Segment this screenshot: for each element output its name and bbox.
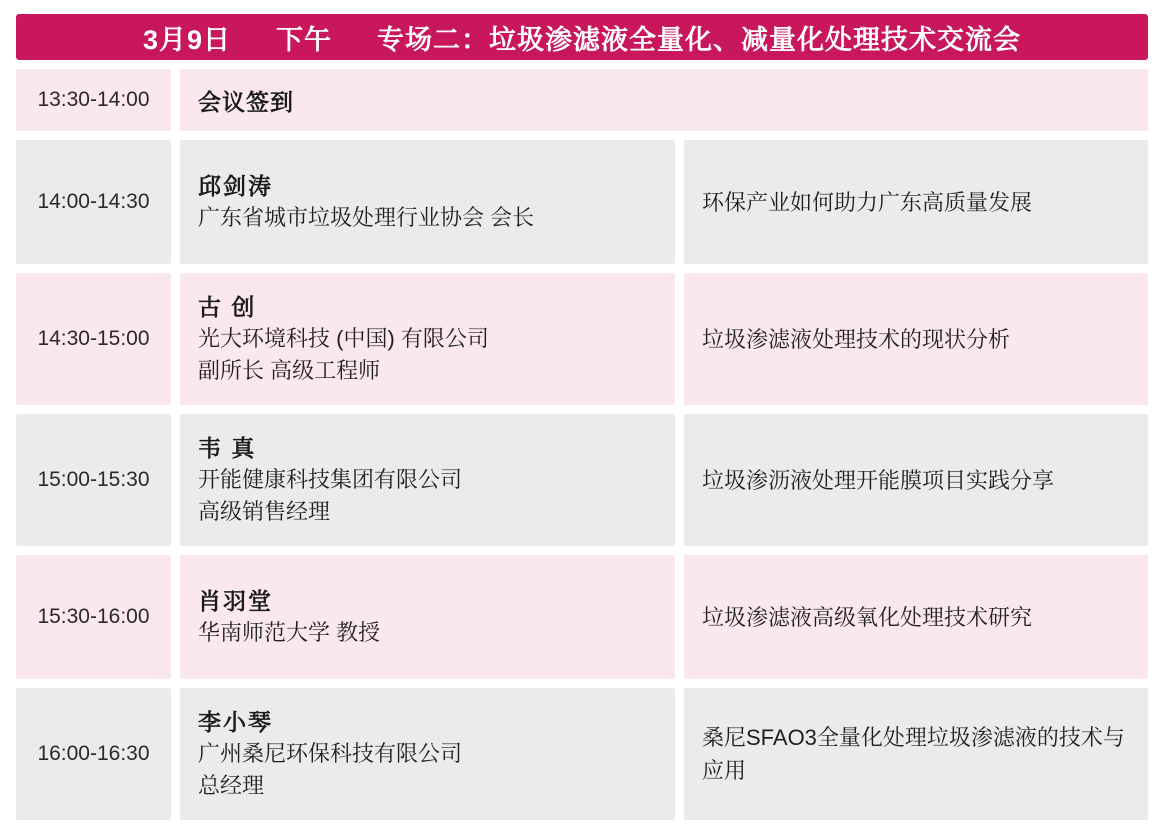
speaker-role: 高级销售经理: [198, 498, 331, 524]
row-time: 14:30-15:00: [16, 273, 171, 405]
speaker-role: 总经理: [198, 772, 265, 798]
row-topic-cell: [684, 688, 1148, 820]
row-time: 16:00-16:30: [16, 688, 171, 820]
topic-title: 环保产业如何助力广东高质量发展: [702, 189, 1033, 215]
row-time: 13:30-14:00: [16, 69, 171, 131]
row-time: 15:00-15:30: [16, 414, 171, 546]
speaker-name: 邱剑涛: [198, 172, 273, 199]
speaker-name: 古 创: [198, 293, 257, 320]
header-session-title: 专场二：垃圾渗滤液全量化、减量化处理技术交流会: [377, 24, 1022, 55]
row-speaker-cell: [180, 273, 675, 405]
header-date: 3月9日: [142, 24, 231, 55]
table-row: [16, 414, 1148, 546]
row-speaker-cell: [180, 555, 675, 679]
header-period: 下午: [276, 24, 333, 55]
session-header: [16, 14, 1148, 60]
row-topic-cell: [684, 273, 1148, 405]
topic-title: 垃圾渗滤液处理技术的现状分析: [702, 326, 1011, 352]
speaker-affiliation: 光大环境科技 (中国) 有限公司: [198, 325, 489, 351]
schedule-table: [16, 69, 1148, 820]
row-topic-cell: [684, 140, 1148, 264]
table-row: [16, 273, 1148, 405]
speaker-affiliation: 开能健康科技集团有限公司: [198, 466, 463, 492]
speaker-name: 李小琴: [198, 708, 273, 735]
row-time: 14:00-14:30: [16, 140, 171, 264]
row-title: 会议签到: [198, 88, 294, 115]
row-speaker-cell: [180, 140, 675, 264]
row-topic-cell: [684, 414, 1148, 546]
row-speaker-cell: [180, 414, 675, 546]
table-row: [16, 69, 1148, 131]
speaker-affiliation: 华南师范大学 教授: [198, 619, 381, 645]
topic-title: 垃圾渗滤液高级氧化处理技术研究: [702, 604, 1033, 630]
row-time: 15:30-16:00: [16, 555, 171, 679]
table-row: [16, 555, 1148, 679]
speaker-role: 副所长 高级工程师: [198, 357, 381, 383]
session-header-text: [143, 18, 1021, 57]
topic-title: 垃圾渗沥液处理开能膜项目实践分享: [702, 467, 1055, 493]
table-row: [16, 688, 1148, 820]
speaker-name: 肖羽堂: [198, 587, 273, 614]
topic-title: 桑尼SFAO3全量化处理垃圾渗滤液的技术与应用: [702, 725, 1125, 783]
speaker-affiliation: 广东省城市垃圾处理行业协会 会长: [198, 204, 535, 230]
table-row: [16, 140, 1148, 264]
speaker-name: 韦 真: [198, 434, 257, 461]
row-title-cell: [180, 69, 1148, 131]
row-topic-cell: [684, 555, 1148, 679]
row-speaker-cell: [180, 688, 675, 820]
speaker-affiliation: 广州桑尼环保科技有限公司: [198, 740, 463, 766]
